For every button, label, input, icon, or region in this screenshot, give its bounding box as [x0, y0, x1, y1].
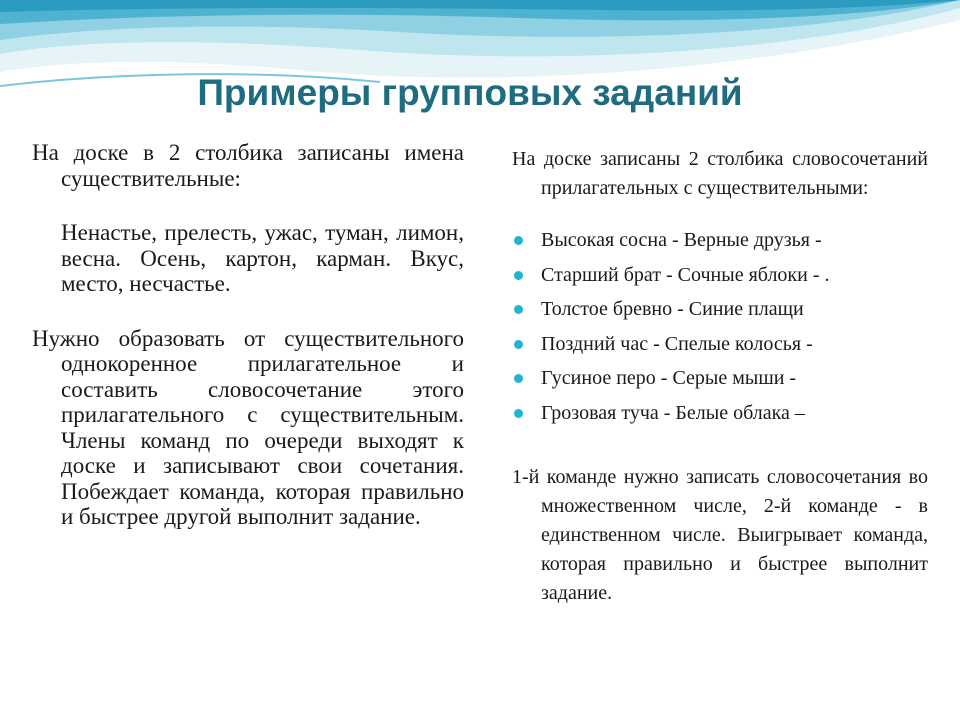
left-word-list: Ненастье, прелесть, ужас, туман, лимон, весна. Осень, картон, карман. Вкус, место, несчастье. [61, 220, 464, 296]
left-intro: На доске в 2 столбика записаны имена существительные: [32, 140, 464, 191]
bullet-icon [514, 409, 523, 418]
bullet-icon [514, 305, 523, 314]
bullet-icon [514, 271, 523, 280]
left-column [32, 140, 464, 530]
bullet-icon [514, 236, 523, 245]
left-task-description: Нужно образовать от существительного однокоренное прилагательное и составить словосочетание этого прилагательного с существительным. Члены команд по очереди выходят к доске и записывают свои сочетания. Побеждает команда, которая правильно и быстрее другой выполнит задание. [32, 325, 464, 529]
page-title: Примеры групповых заданий [197, 72, 743, 113]
list-item: Грозовая туча - Белые облака – [512, 396, 928, 431]
right-column [512, 145, 928, 608]
bullet-icon [514, 340, 523, 349]
list-item: Поздний час - Спелые колосья - [512, 327, 928, 362]
list-item: Толстое бревно - Синие плащи [512, 292, 928, 327]
list-item: Старший брат - Сочные яблоки - . [512, 258, 928, 293]
list-item: Высокая сосна - Верные друзья - [512, 223, 928, 258]
bullet-icon [514, 374, 523, 383]
phrase-pair-list [512, 223, 928, 431]
right-intro: На доске записаны 2 столбика словосочетаний прилагательных с существительными: [512, 148, 928, 199]
list-item: Гусиное перо - Серые мыши - [512, 361, 928, 396]
right-task-description: 1-й команде нужно записать словосочетания во множественном числе, 2-й команде - в единственном числе. Выигрывает команда, которая правильно и быстрее выполнит задание. [512, 465, 928, 604]
